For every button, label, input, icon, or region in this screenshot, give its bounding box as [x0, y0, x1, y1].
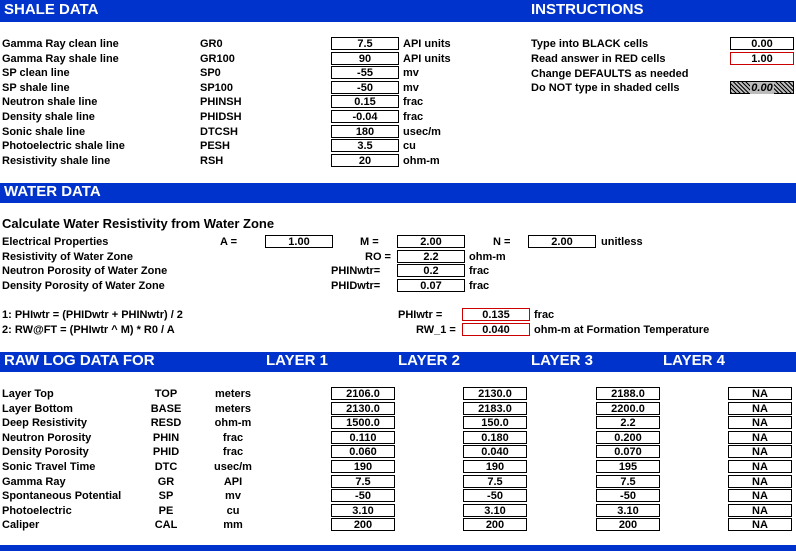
raw-row-code: DTC	[154, 461, 178, 473]
raw-row-label: Gamma Ray	[2, 476, 66, 488]
a-input[interactable]: 1.00	[265, 235, 333, 248]
water-data-title: WATER DATA	[4, 183, 101, 200]
shale-row-unit: mv	[403, 82, 419, 94]
layer-3-value-cell[interactable]: 2.2	[596, 416, 660, 429]
m-label: M =	[360, 236, 379, 248]
shale-row-code: GR0	[200, 38, 223, 50]
instruction-line-2: Read answer in RED cells	[531, 53, 666, 65]
raw-row-code: PHID	[152, 446, 180, 458]
raw-row-unit: API	[223, 476, 243, 488]
layer-2-value-cell[interactable]: 0.040	[463, 445, 527, 458]
phiwtr-unit: frac	[534, 309, 555, 321]
shale-row-label: Photoelectric shale line	[2, 140, 125, 152]
layer-2-value-cell[interactable]: 2183.0	[463, 402, 527, 415]
raw-row-label: Photoelectric	[2, 505, 72, 517]
shale-row-code: SP100	[200, 82, 234, 94]
shale-row-input[interactable]: -55	[331, 66, 399, 79]
rw-result: 0.040	[462, 323, 530, 336]
layer-1-value-cell[interactable]: 3.10	[331, 504, 395, 517]
equation-2: 2: RW@FT = (PHIwtr ^ M) * R0 / A	[2, 324, 175, 336]
shale-row-label: Sonic shale line	[2, 126, 86, 138]
phin-label: PHINwtr=	[331, 265, 381, 277]
shale-row-label: SP clean line	[2, 67, 70, 79]
shale-row-input[interactable]: 0.15	[331, 95, 399, 108]
shale-row-unit: ohm-m	[403, 155, 440, 167]
layer-4-value-cell[interactable]: NA	[728, 504, 792, 517]
layer-2-value-cell[interactable]: 0.180	[463, 431, 527, 444]
raw-row-label: Spontaneous Potential	[2, 490, 122, 502]
raw-row-label: Layer Bottom	[2, 403, 73, 415]
raw-row-label: Neutron Porosity	[2, 432, 92, 444]
ro-label: RO =	[365, 251, 391, 263]
raw-row-unit: meters	[214, 403, 252, 415]
shale-row-unit: frac	[403, 96, 424, 108]
n-input[interactable]: 2.00	[528, 235, 596, 248]
raw-row-unit: meters	[214, 388, 252, 400]
layer-3-value-cell[interactable]: 200	[596, 518, 660, 531]
shale-row-label: Gamma Ray clean line	[2, 38, 119, 50]
shale-row-code: RSH	[200, 155, 224, 167]
layer-1-value-cell[interactable]: 7.5	[331, 475, 395, 488]
layer-1-value-cell[interactable]: 190	[331, 460, 395, 473]
raw-row-unit: frac	[222, 446, 244, 458]
instruction-shaded-cell	[730, 81, 794, 94]
phin-row-label: Neutron Porosity of Water Zone	[2, 265, 168, 277]
raw-row-code: PHIN	[152, 432, 180, 444]
shale-row-input[interactable]: -50	[331, 81, 399, 94]
raw-log-title: RAW LOG DATA FOR	[4, 352, 155, 369]
shale-row-input[interactable]: 3.5	[331, 139, 399, 152]
shale-row-code: SP0	[200, 67, 221, 79]
raw-row-label: Layer Top	[2, 388, 54, 400]
shale-row-code: PHINSH	[200, 96, 242, 108]
layer-4-value-cell[interactable]: NA	[728, 402, 792, 415]
layer-3-value-cell[interactable]: -50	[596, 489, 660, 502]
layer-3-header: LAYER 3	[531, 352, 593, 369]
layer-4-value-cell[interactable]: NA	[728, 416, 792, 429]
layer-1-value-cell[interactable]: 2130.0	[331, 402, 395, 415]
shale-row-input[interactable]: 180	[331, 125, 399, 138]
raw-row-label: Caliper	[2, 519, 40, 531]
layer-1-header: LAYER 1	[266, 352, 328, 369]
layer-4-value-cell[interactable]: NA	[728, 445, 792, 458]
ro-row-label: Resistivity of Water Zone	[2, 251, 134, 263]
phid-input[interactable]: 0.07	[397, 279, 465, 292]
layer-2-value-cell[interactable]: 190	[463, 460, 527, 473]
shale-row-unit: mv	[403, 67, 419, 79]
layer-4-value-cell[interactable]: NA	[728, 387, 792, 400]
shale-row-input[interactable]: 7.5	[331, 37, 399, 50]
raw-row-code: GR	[157, 476, 175, 488]
raw-row-unit: mm	[223, 519, 243, 531]
layer-1-value-cell[interactable]: 0.060	[331, 445, 395, 458]
layer-2-header: LAYER 2	[398, 352, 460, 369]
layer-2-value-cell[interactable]: 150.0	[463, 416, 527, 429]
instruction-answer-cell: 1.00	[730, 52, 794, 65]
raw-row-code: RESD	[150, 417, 182, 429]
raw-row-unit: cu	[226, 505, 240, 517]
layer-1-value-cell[interactable]: 1500.0	[331, 416, 395, 429]
raw-row-unit: ohm-m	[214, 417, 252, 429]
shale-row-input[interactable]: 90	[331, 52, 399, 65]
shale-row-label: Resistivity shale line	[2, 155, 111, 167]
raw-row-unit: usec/m	[214, 461, 252, 473]
layer-3-value-cell[interactable]: 0.200	[596, 431, 660, 444]
layer-4-value-cell[interactable]: NA	[728, 518, 792, 531]
bottom-band	[0, 545, 796, 551]
instructions-title: INSTRUCTIONS	[531, 1, 644, 18]
shale-row-label: SP shale line	[2, 82, 70, 94]
phid-row-label: Density Porosity of Water Zone	[2, 280, 165, 292]
shale-row-code: GR100	[200, 53, 235, 65]
layer-1-value-cell[interactable]: 0.110	[331, 431, 395, 444]
layer-4-value-cell[interactable]: NA	[728, 475, 792, 488]
ro-unit: ohm-m	[469, 251, 506, 263]
raw-log-header	[0, 352, 796, 372]
a-label: A =	[220, 236, 238, 248]
shale-row-label: Neutron shale line	[2, 96, 98, 108]
n-unit: unitless	[601, 236, 643, 248]
raw-row-code: BASE	[150, 403, 182, 415]
layer-4-value-cell[interactable]: NA	[728, 431, 792, 444]
shale-row-input[interactable]: 20	[331, 154, 399, 167]
instruction-line-1: Type into BLACK cells	[531, 38, 649, 50]
shale-row-input[interactable]: -0.04	[331, 110, 399, 123]
raw-row-unit: mv	[225, 490, 241, 502]
raw-row-label: Density Porosity	[2, 446, 89, 458]
rw-label: RW_1 =	[416, 324, 456, 336]
shale-row-code: PHIDSH	[200, 111, 242, 123]
layer-2-value-cell[interactable]: 2130.0	[463, 387, 527, 400]
shale-data-header	[0, 0, 796, 22]
layer-1-value-cell[interactable]: 200	[331, 518, 395, 531]
raw-row-code: TOP	[154, 388, 178, 400]
electrical-properties-label: Electrical Properties	[2, 236, 109, 248]
layer-2-value-cell[interactable]: 3.10	[463, 504, 527, 517]
shale-data-title: SHALE DATA	[4, 1, 99, 18]
shale-row-code: PESH	[200, 140, 230, 152]
m-input[interactable]: 2.00	[397, 235, 465, 248]
shaded-cell-value: 0.00	[751, 82, 773, 94]
water-subtitle: Calculate Water Resistivity from Water Zone	[2, 216, 275, 231]
shale-row-code: DTCSH	[200, 126, 238, 138]
phin-unit: frac	[469, 265, 490, 277]
raw-row-unit: frac	[222, 432, 244, 444]
layer-2-value-cell[interactable]: 200	[463, 518, 527, 531]
n-label: N =	[493, 236, 511, 248]
shale-row-unit: frac	[403, 111, 424, 123]
ro-input[interactable]: 2.2	[397, 250, 465, 263]
shale-row-unit: API units	[403, 38, 451, 50]
phiwtr-result: 0.135	[462, 308, 530, 321]
layer-1-value-cell[interactable]: 2106.0	[331, 387, 395, 400]
shale-row-unit: cu	[403, 140, 416, 152]
layer-2-value-cell[interactable]: -50	[463, 489, 527, 502]
raw-row-code: SP	[158, 490, 174, 502]
layer-3-value-cell[interactable]: 2200.0	[596, 402, 660, 415]
shale-row-label: Density shale line	[2, 111, 95, 123]
shale-row-label: Gamma Ray shale line	[2, 53, 119, 65]
layer-2-value-cell[interactable]: 7.5	[463, 475, 527, 488]
instruction-line-3: Change DEFAULTS as needed	[531, 68, 689, 80]
layer-3-value-cell[interactable]: 3.10	[596, 504, 660, 517]
shale-row-unit: usec/m	[403, 126, 441, 138]
raw-row-code: CAL	[154, 519, 178, 531]
layer-3-value-cell[interactable]: 7.5	[596, 475, 660, 488]
instruction-line-4: Do NOT type in shaded cells	[531, 82, 680, 94]
phid-unit: frac	[469, 280, 490, 292]
raw-row-label: Deep Resistivity	[2, 417, 87, 429]
layer-4-value-cell[interactable]: NA	[728, 489, 792, 502]
phin-input[interactable]: 0.2	[397, 264, 465, 277]
instruction-input-cell[interactable]: 0.00	[730, 37, 794, 50]
layer-4-value-cell[interactable]: NA	[728, 460, 792, 473]
layer-3-value-cell[interactable]: 195	[596, 460, 660, 473]
water-data-header	[0, 183, 796, 203]
layer-3-value-cell[interactable]: 2188.0	[596, 387, 660, 400]
raw-row-code: PE	[158, 505, 174, 517]
rw-unit: ohm-m at Formation Temperature	[534, 324, 710, 336]
layer-4-header: LAYER 4	[663, 352, 725, 369]
equation-1: 1: PHIwtr = (PHIDwtr + PHINwtr) / 2	[2, 309, 183, 321]
phiwtr-label: PHIwtr =	[398, 309, 443, 321]
phid-label: PHIDwtr=	[331, 280, 381, 292]
layer-3-value-cell[interactable]: 0.070	[596, 445, 660, 458]
raw-row-label: Sonic Travel Time	[2, 461, 96, 473]
layer-1-value-cell[interactable]: -50	[331, 489, 395, 502]
shale-row-unit: API units	[403, 53, 451, 65]
